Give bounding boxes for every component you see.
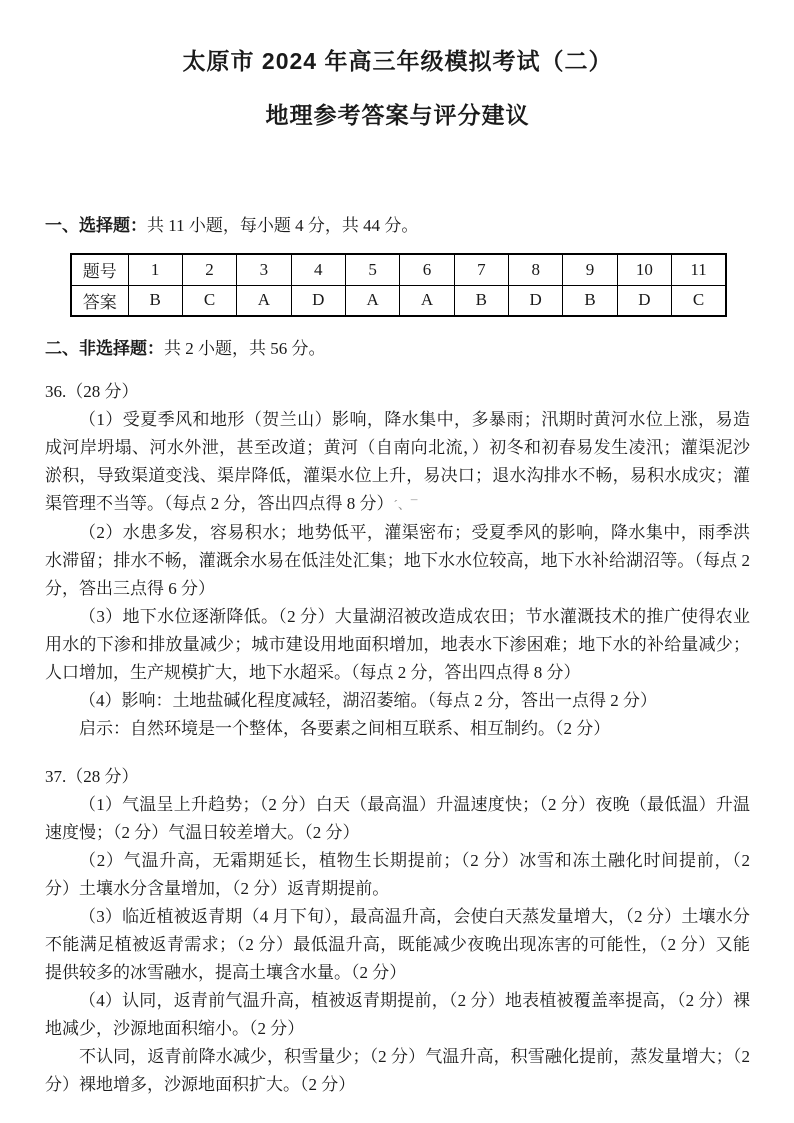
- answer-cell: A: [237, 285, 291, 316]
- answer-cell: D: [509, 285, 563, 316]
- question-number-cell: 8: [509, 254, 563, 285]
- free-response-section-label: 二、非选择题：: [45, 339, 164, 358]
- question-number-cell: 1: [128, 254, 182, 285]
- answer-table: [70, 253, 727, 317]
- question-number-cell: 6: [400, 254, 454, 285]
- choice-section-desc: 共 11 小题，每小题 4 分，共 44 分。: [147, 216, 419, 235]
- exam-title: 太原市 2024 年高三年级模拟考试（二）: [182, 48, 613, 74]
- answer-cell: B: [563, 285, 617, 316]
- answer-cell: D: [617, 285, 671, 316]
- question-number-cell: 4: [291, 254, 345, 285]
- answer-cell: C: [672, 285, 726, 316]
- answer-row: [71, 285, 726, 316]
- q36-answer-part1: [45, 406, 750, 519]
- answer-cell: C: [182, 285, 236, 316]
- question-number-cell: 2: [182, 254, 236, 285]
- q36-answer-part2: （2）水患多发，容易积水；地势低平，灌渠密布；受夏季风的影响，降水集中，雨季洪水滞留；排水不畅，灌溉余水易在低洼处汇集；地下水水位较高，地下水补给湖沼等。（每点 2 分，答出三点得 6 分）: [45, 523, 750, 598]
- free-response-section-desc: 共 2 小题，共 56 分。: [164, 339, 326, 358]
- question-number-cell: 7: [454, 254, 508, 285]
- answer-cell: A: [345, 285, 399, 316]
- q37-answer-part4-agree: （4）认同，返青前气温升高，植被返青期提前，（2 分）地表植被覆盖率提高，（2 分）裸地减少，沙源地面积缩小。（2 分）: [45, 991, 750, 1038]
- answer-key-subtitle: 地理参考答案与评分建议: [265, 102, 530, 128]
- q37-answer-part1: （1）气温呈上升趋势；（2 分）白天（最高温）升温速度快；（2 分）夜晚（最低温）升温速度慢；（2 分）气温日较差增大。（2 分）: [45, 795, 750, 842]
- q36-answer-part1-text: （1）受夏季风和地形（贺兰山）影响，降水集中，多暴雨；汛期时黄河水位上涨，易造成河岸坍塌、河水外泄，甚至改道；黄河（自南向北流，）初冬和初春易发生凌汛；灌渠泥沙淤积，导致渠道变浅、渠岸降低，灌渠水位上升，易决口；退水沟排水不畅，易积水成灾；灌渠管理不当等。（每点 2 分，答出四点得 8 分）: [45, 410, 750, 513]
- free-response-section-heading: [45, 338, 750, 359]
- question-36-block: [45, 378, 750, 743]
- question-number-cell: 5: [345, 254, 399, 285]
- question-number-row: [71, 254, 726, 285]
- question-36-number: 36.（28 分）: [45, 382, 139, 401]
- q36-answer-part4: （4）影响：土地盐碱化程度减轻，湖沼萎缩。（每点 2 分，答出一点得 2 分）: [79, 691, 657, 710]
- question-37-block: [45, 763, 750, 1099]
- question-number-cell: 10: [617, 254, 671, 285]
- q37-answer-part3: （3）临近植被返青期（4 月下旬），最高温升高，会使白天蒸发量增大，（2 分）土壤水分不能满足植被返青需求；（2 分）最低温升高，既能减少夜晚出现冻害的可能性，（2 分）又能提供较多的冰雪融水，提高土壤含水量。（2 分）: [45, 907, 750, 982]
- choice-section-heading: [45, 215, 750, 236]
- question-number-cell: 3: [237, 254, 291, 285]
- row-header-answer: 答案: [71, 285, 128, 316]
- q36-answer-part3: （3）地下水位逐渐降低。（2 分）大量湖沼被改造成农田；节水灌溉技术的推广使得农业用水的下渗和排放量减少；城市建设用地面积增加，地表水下渗困难；地下水的补给量减少；人口增加，生产规模扩大，地下水超采。（每点 2 分，答出四点得 8 分）: [45, 607, 750, 682]
- q37-answer-part4-disagree: 不认同，返青前降水减少，积雪量少；（2 分）气温升高，积雪融化提前，蒸发量增大；（2 分）裸地增多，沙源地面积扩大。（2 分）: [45, 1047, 750, 1094]
- question-number-cell: 9: [563, 254, 617, 285]
- answer-cell: D: [291, 285, 345, 316]
- answer-cell: B: [454, 285, 508, 316]
- answer-cell: B: [128, 285, 182, 316]
- q36-answer-insight: 启示：自然环境是一个整体，各要素之间相互联系、相互制约。（2 分）: [79, 719, 611, 738]
- row-header-question-number: 题号: [71, 254, 128, 285]
- q37-answer-part2: （2）气温升高，无霜期延长，植物生长期提前；（2 分）冰雪和冻土融化时间提前，（2 分）土壤水分含量增加，（2 分）返青期提前。: [45, 851, 750, 898]
- question-number-cell: 11: [672, 254, 726, 285]
- question-37-number: 37.（28 分）: [45, 767, 139, 786]
- answer-cell: A: [400, 285, 454, 316]
- choice-section-label: 一、选择题：: [45, 216, 147, 235]
- scan-artifact-mark: ´、¯: [393, 497, 418, 512]
